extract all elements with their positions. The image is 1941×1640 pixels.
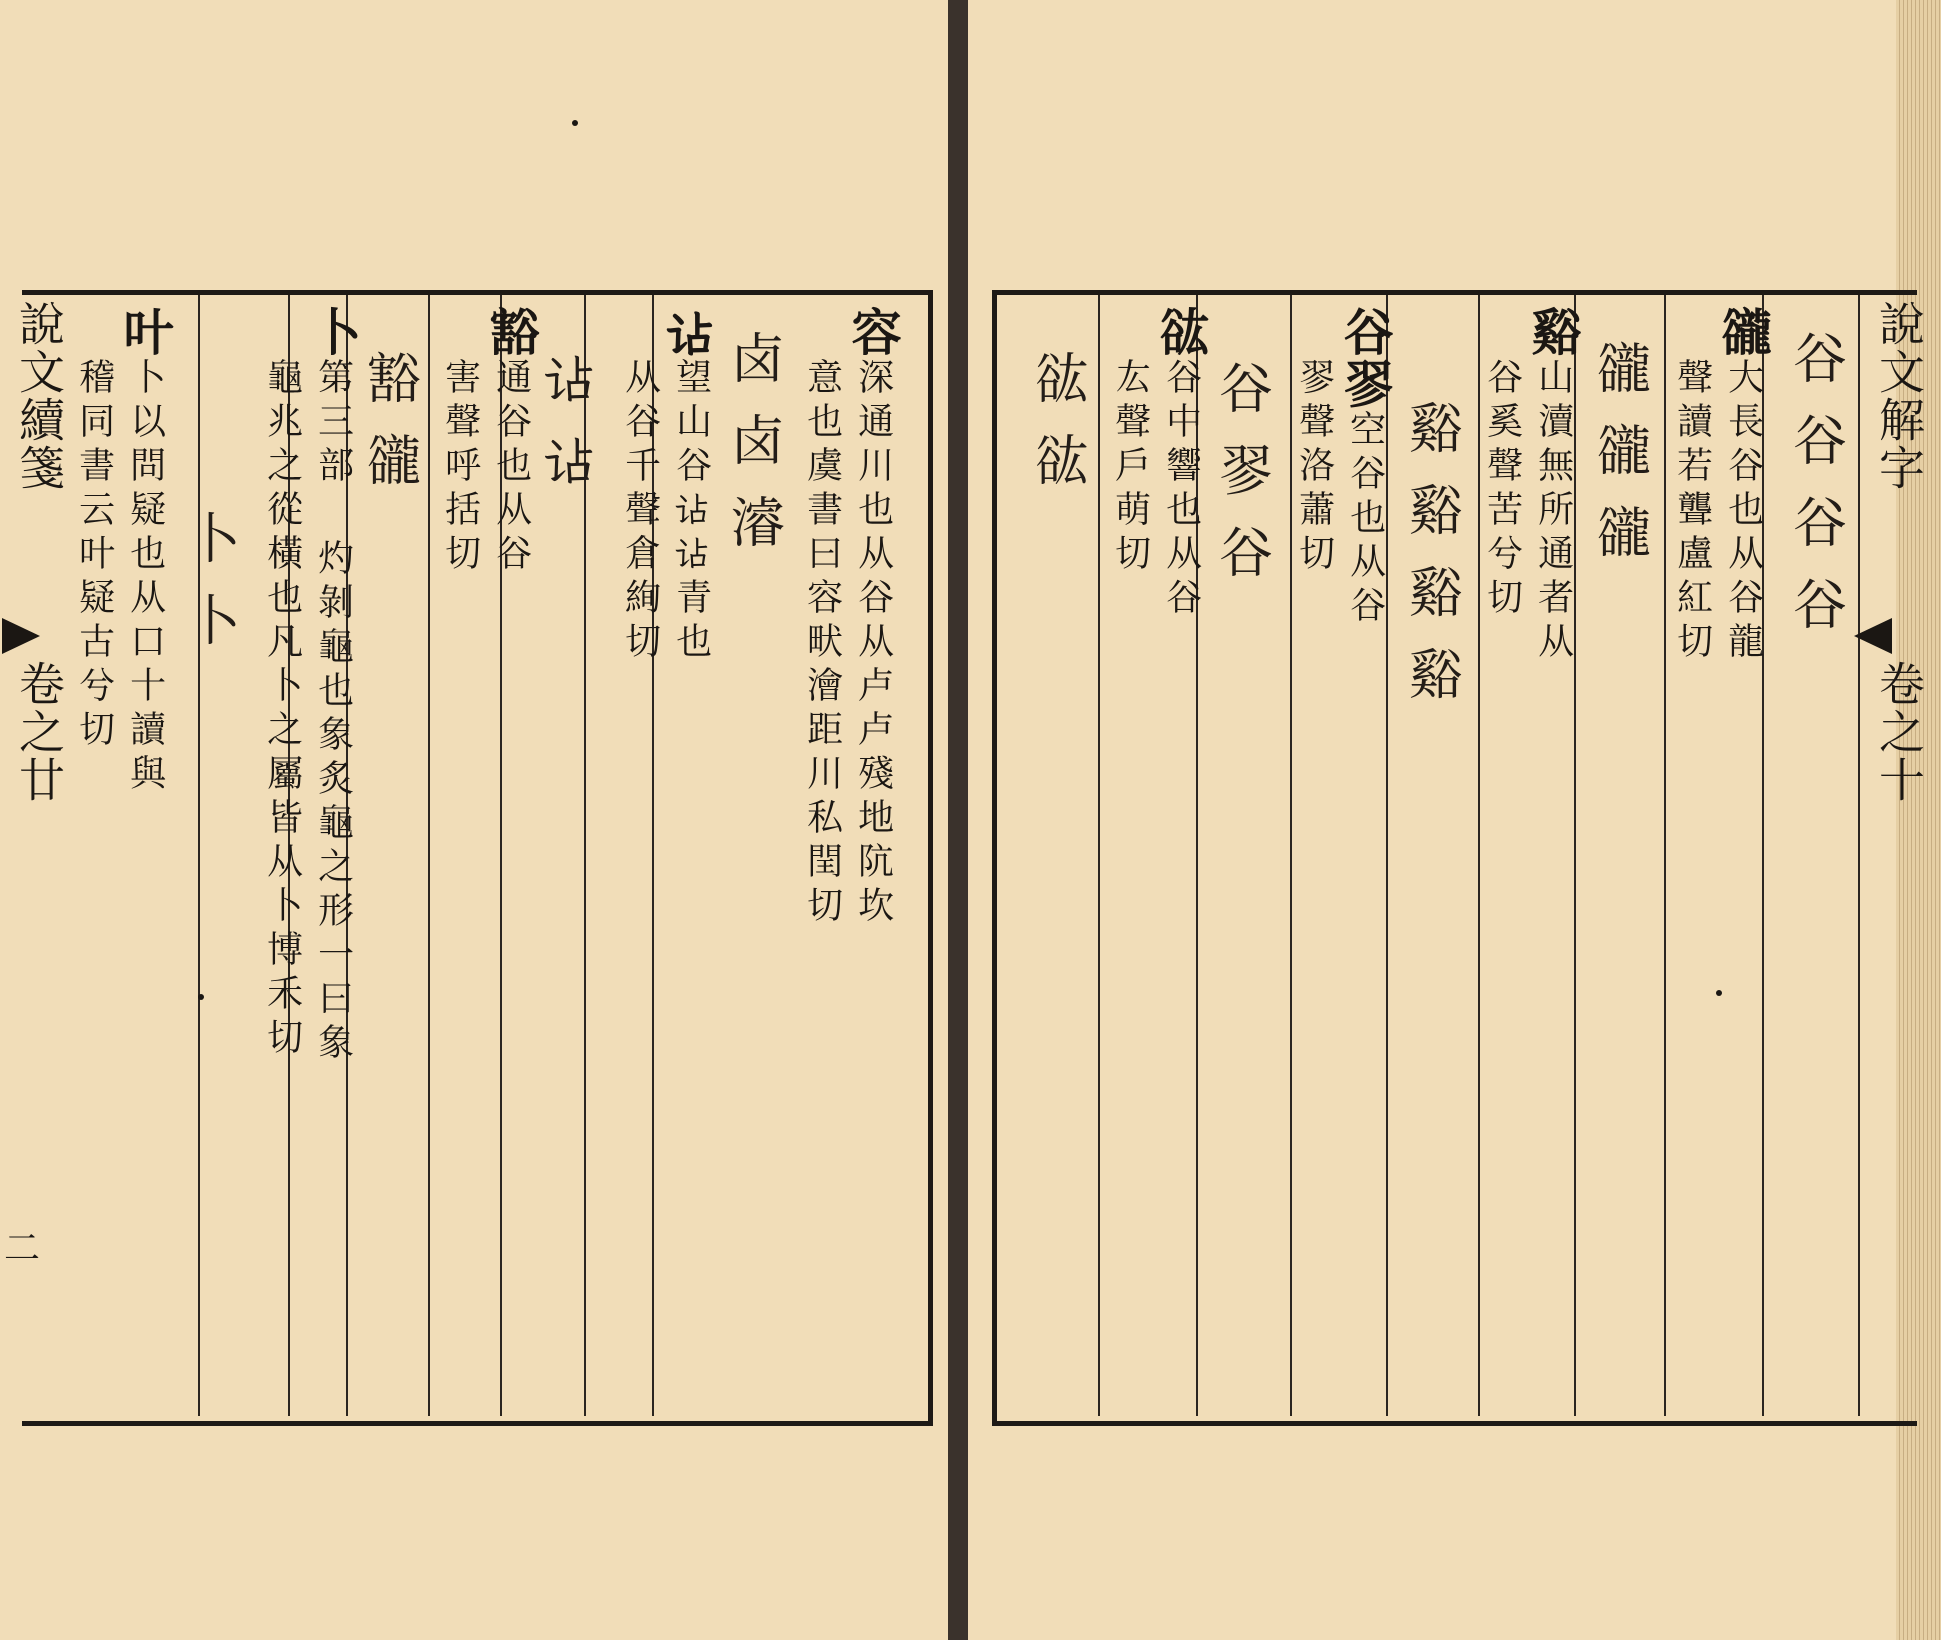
head-character: 谷翏: [1335, 306, 1395, 410]
punctuation-dot: [198, 994, 204, 1000]
seal-script-forms: 豁豅: [358, 350, 422, 514]
entry-column-6: [1294, 306, 1393, 630]
seal-script-forms: 卜卜: [178, 510, 242, 674]
book-gutter: [948, 0, 968, 1640]
head-character: 容: [843, 306, 903, 358]
seal-script-forms: 谿谿谿谿: [1400, 400, 1464, 728]
gloss-line-1: 第三部 灼剝龜也象炙龜之形一曰象: [312, 358, 354, 1067]
paper-speck: [572, 120, 578, 126]
head-character: 谹: [1151, 306, 1211, 358]
gloss-line-1: 空谷也从谷: [1344, 410, 1386, 630]
entry-column-7: [262, 306, 361, 1067]
gloss-line-2: 从谷千聲倉絢切: [619, 358, 661, 666]
gloss-line-1: 山瀆無所通者从: [1532, 358, 1574, 666]
fishtail-mark: [1854, 618, 1892, 654]
entry-column-1: [802, 306, 901, 930]
column-rule: [1664, 295, 1666, 1416]
seal-script-forms: 谹谹: [1026, 350, 1090, 514]
left-margin-volume: 卷之廿: [12, 660, 66, 804]
head-character: 豅: [1713, 306, 1773, 358]
entry-column-4: [1482, 306, 1581, 666]
seal-script-forms: 谷翏谷: [1210, 360, 1274, 606]
column-rule: [1858, 295, 1860, 1416]
column-rule: [198, 295, 200, 1416]
gloss-line-2: 稽同書云叶疑古兮切: [73, 358, 115, 754]
head-character: 谿: [1523, 306, 1583, 358]
right-margin-title: 說文解字: [1872, 300, 1926, 492]
gloss-line-2: 害聲呼括切: [439, 358, 481, 578]
left-margin-title: 說文續箋: [12, 300, 66, 492]
head-character: 𧮪: [661, 306, 721, 358]
head-character: 叶: [115, 306, 175, 358]
gloss-line-2: 厷聲戶萌切: [1109, 358, 1151, 578]
gloss-line-2: 聲讀若聾盧紅切: [1671, 358, 1713, 666]
gloss-line-2: 翏聲洛蕭切: [1293, 358, 1335, 578]
entry-column-9: [74, 306, 173, 798]
gloss-line-1: 望山谷𧮪𧮪青也: [670, 358, 712, 666]
column-rule: [1478, 295, 1480, 1416]
entry-column-5: [440, 306, 539, 578]
head-character: 豁: [481, 306, 541, 358]
gloss-line-1: 大長谷也从谷龍: [1722, 358, 1764, 666]
punctuation-dot: [1716, 990, 1722, 996]
column-rule: [1290, 295, 1292, 1416]
gloss-line-1: 卜以問疑也从口十讀與: [124, 358, 166, 798]
gloss-line-2: 龜兆之從橫也凡卜之屬皆从卜博禾切: [261, 358, 303, 1062]
seal-script-forms: 𧮪𧮪: [538, 350, 602, 514]
head-character: 卜: [303, 306, 363, 358]
seal-script-forms: 卤卤濬: [722, 330, 786, 576]
seal-script-forms: 谷谷谷谷: [1784, 330, 1848, 658]
entry-column-3: [620, 306, 719, 666]
gloss-line-1: 深通川也从谷从卢卢殘地阬坎: [852, 358, 894, 930]
gloss-line-2: 意也虞書曰容畎澮距川私閏切: [801, 358, 843, 930]
right-margin-volume: 卷之十: [1872, 660, 1926, 804]
seal-script-forms: 豅豅豅: [1588, 340, 1652, 586]
column-rule: [1098, 295, 1100, 1416]
gloss-line-1: 通谷也从谷: [490, 358, 532, 578]
gloss-line-2: 谷奚聲苦兮切: [1481, 358, 1523, 622]
entry-column-8: [1110, 306, 1209, 622]
column-rule: [428, 295, 430, 1416]
entry-column-2: [1672, 306, 1771, 666]
fishtail-mark: [2, 618, 40, 654]
left-folio-number: 二: [4, 1228, 41, 1269]
gloss-line-1: 谷中響也从谷: [1160, 358, 1202, 622]
